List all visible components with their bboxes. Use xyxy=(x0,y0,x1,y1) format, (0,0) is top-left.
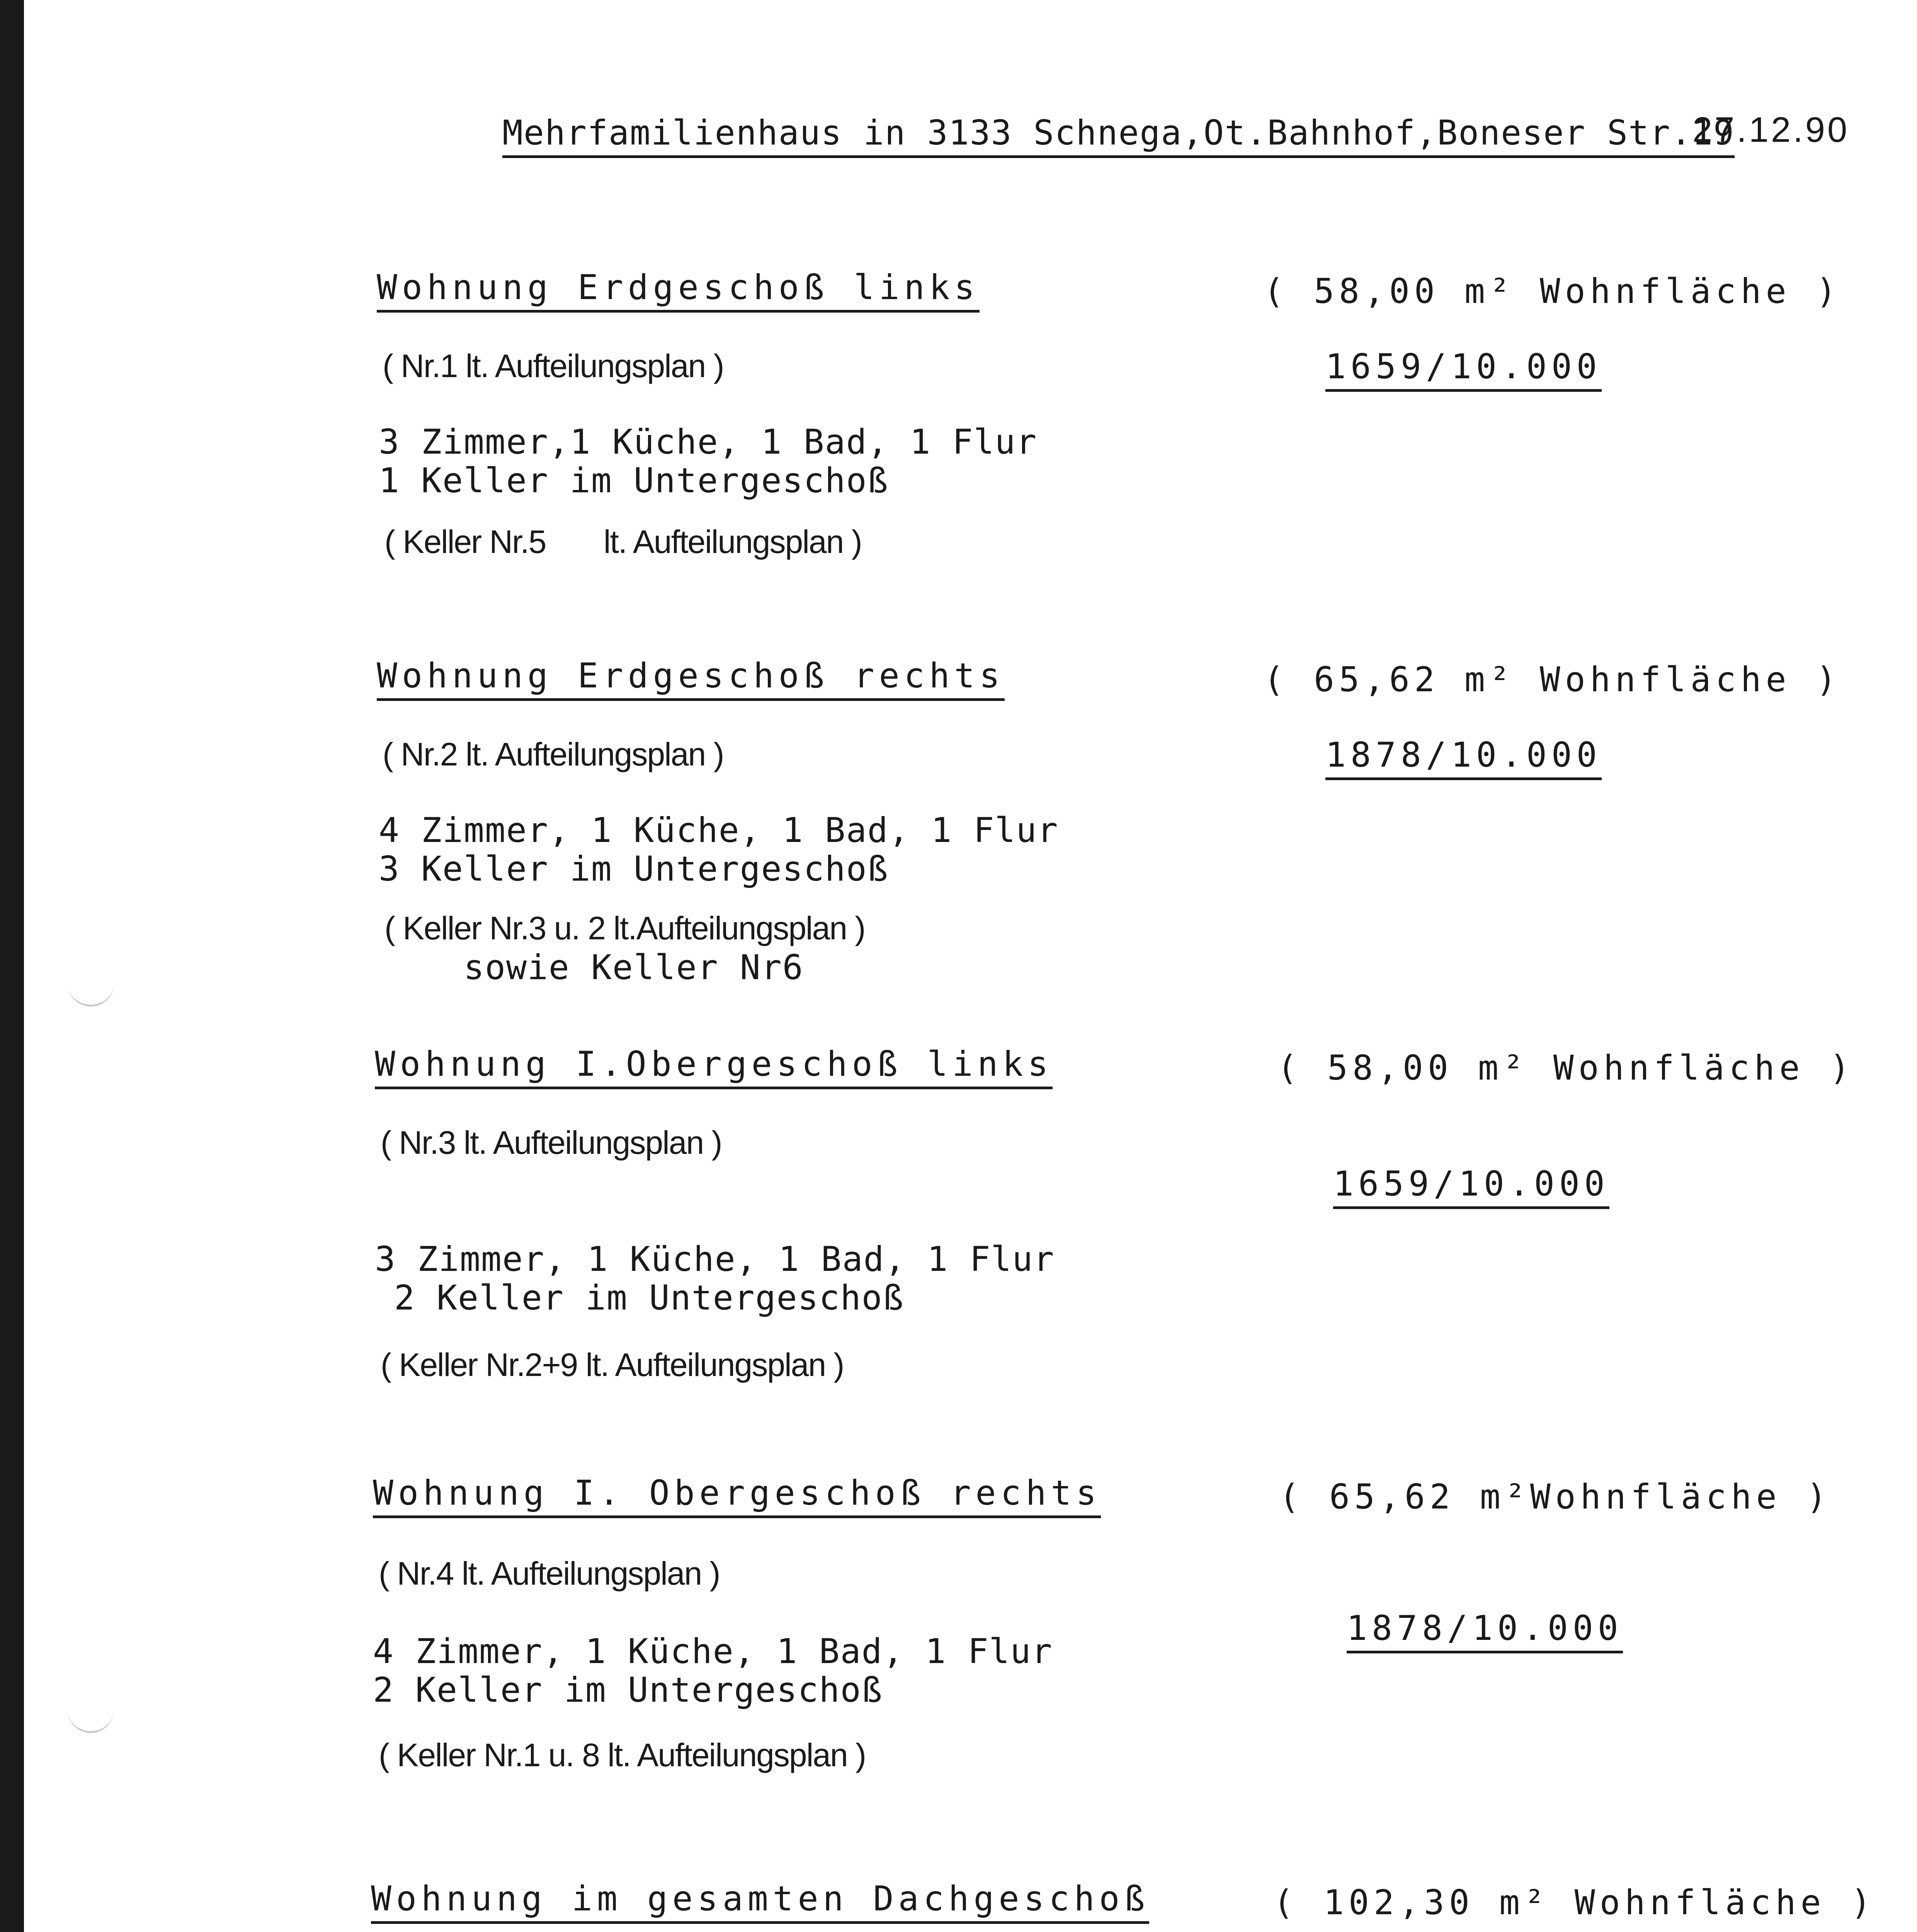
unit-area: ( 102,30 m² Wohnfläche ) xyxy=(1273,1883,1876,1922)
unit-plan-ref: ( Nr.4 lt. Aufteilungsplan ) xyxy=(379,1555,720,1592)
document-title: Mehrfamilienhaus in 3133 Schnega,Ot.Bahnhof,Boneser Str.19 xyxy=(502,116,1735,158)
unit-share: 1878/10.000 xyxy=(1347,1611,1623,1653)
unit-plan-ref: ( Nr.2 lt. Aufteilungsplan ) xyxy=(383,736,724,772)
handwritten-date: 27.12.90 xyxy=(1692,110,1850,150)
scan-edge-bar xyxy=(0,0,24,1932)
unit-rooms: 3 Zimmer, 1 Küche, 1 Bad, 1 Flur xyxy=(375,1239,1055,1279)
unit-area: ( 65,62 m²Wohnfläche ) xyxy=(1279,1477,1832,1517)
unit-cellar-extra: sowie Keller Nr6 xyxy=(464,947,804,987)
unit-heading: Wohnung I.Obergeschoß links xyxy=(375,1047,1053,1089)
unit-cellar: 3 Keller im Untergeschoß xyxy=(379,849,889,889)
unit-share: 1659/10.000 xyxy=(1325,350,1602,392)
unit-area: ( 65,62 m² Wohnfläche ) xyxy=(1264,660,1841,699)
unit-share: 1659/10.000 xyxy=(1333,1167,1609,1209)
unit-heading: Wohnung Erdgeschoß rechts xyxy=(377,659,1005,701)
unit-cellar-ref: ( Keller Nr.3 u. 2 lt.Aufteilungsplan ) xyxy=(384,910,865,946)
unit-heading: Wohnung I. Obergeschoß rechts xyxy=(373,1476,1101,1518)
unit-area: ( 58,00 m² Wohnfläche ) xyxy=(1264,271,1841,311)
unit-share: 1878/10.000 xyxy=(1325,738,1602,780)
unit-cellar-ref: ( Keller Nr.2+9 lt. Aufteilungsplan ) xyxy=(381,1347,844,1383)
unit-rooms: 3 Zimmer,1 Küche, 1 Bad, 1 Flur xyxy=(379,422,1038,462)
unit-rooms: 4 Zimmer, 1 Küche, 1 Bad, 1 Flur xyxy=(379,810,1059,850)
unit-heading: Wohnung Erdgeschoß links xyxy=(377,270,980,313)
unit-cellar: 1 Keller im Untergeschoß xyxy=(379,461,889,500)
unit-rooms: 4 Zimmer, 1 Küche, 1 Bad, 1 Flur xyxy=(373,1631,1053,1671)
unit-plan-ref: ( Nr.3 lt. Aufteilungsplan ) xyxy=(381,1124,722,1161)
unit-cellar: 2 Keller im Untergeschoß xyxy=(394,1278,904,1318)
unit-plan-ref: ( Nr.1 lt. Aufteilungsplan ) xyxy=(383,348,724,384)
punch-hole-mark xyxy=(68,981,114,1007)
punch-hole-mark xyxy=(68,1708,114,1733)
unit-heading: Wohnung im gesamten Dachgeschoß xyxy=(371,1882,1149,1924)
unit-area: ( 58,00 m² Wohnfläche ) xyxy=(1277,1048,1855,1088)
unit-cellar: 2 Keller im Untergeschoß xyxy=(373,1670,883,1710)
unit-cellar-ref: ( Keller Nr.1 u. 8 lt. Aufteilungsplan ) xyxy=(379,1737,866,1773)
unit-cellar-ref: ( Keller Nr.5 lt. Aufteilungsplan ) xyxy=(384,524,862,560)
